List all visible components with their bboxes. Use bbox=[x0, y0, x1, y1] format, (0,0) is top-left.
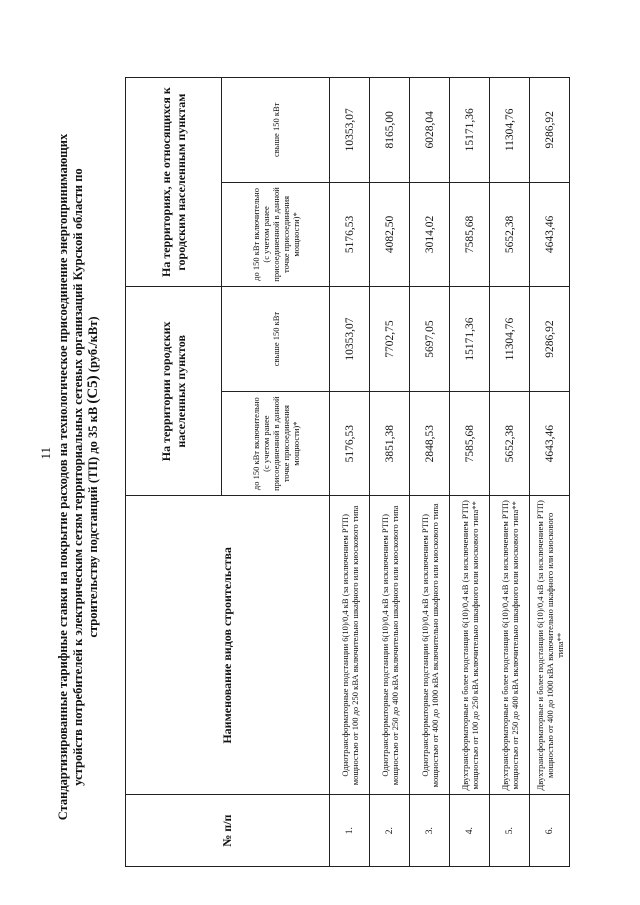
tariff-table bbox=[125, 77, 570, 867]
title-line-3-prefix: строительству подстанций (ТП) до 35 кВ bbox=[86, 406, 100, 638]
rural-upto150-value: 5176,53 bbox=[330, 182, 370, 287]
title-line-1: Стандартизированные тарифные ставки на покрытие расходов на технологическое присоединение энергопринимающих bbox=[56, 133, 70, 821]
document-sheet bbox=[30, 77, 580, 877]
document-title bbox=[56, 97, 101, 857]
header-urban-over150: свыше 150 кВт bbox=[222, 287, 330, 392]
row-number: 5. bbox=[490, 795, 530, 867]
urban-upto150-value: 3851,38 bbox=[370, 391, 410, 496]
rural-upto150-value: 5652,38 bbox=[490, 182, 530, 287]
rural-over150-value: 6028,04 bbox=[410, 78, 450, 183]
row-name: Однотрансформаторные подстанции 6(10)/0,4 кВ (за исключением РТП) мощностью от 100 до 250 кВА включительно шкафного или киоскового типа bbox=[330, 496, 370, 795]
rural-over150-value: 15171,36 bbox=[450, 78, 490, 183]
row-name: Однотрансформаторные подстанции 6(10)/0,4 кВ (за исключением РТП) мощностью от 250 до 400 кВА включительно шкафного или киоскового типа bbox=[370, 496, 410, 795]
header-no: № п/п bbox=[126, 795, 330, 867]
row-name: Однотрансформаторные подстанции 6(10)/0,4 кВ (за исключением РТП) мощностью от 400 до 1000 кВА включительно шкафного или киоскового типа bbox=[410, 496, 450, 795]
rural-upto150-value: 3014,02 bbox=[410, 182, 450, 287]
urban-upto150-value: 5652,38 bbox=[490, 391, 530, 496]
title-code: (С5) bbox=[85, 375, 101, 404]
urban-upto150-value: 2848,53 bbox=[410, 391, 450, 496]
row-number: 1. bbox=[330, 795, 370, 867]
urban-over150-value: 7702,75 bbox=[370, 287, 410, 392]
rural-upto150-value: 4643,46 bbox=[530, 182, 570, 287]
urban-over150-value: 5697,05 bbox=[410, 287, 450, 392]
rural-over150-value: 11304,76 bbox=[490, 78, 530, 183]
urban-over150-value: 9286,92 bbox=[530, 287, 570, 392]
header-urban: На территории городских населенных пунктов bbox=[126, 287, 222, 496]
header-urban-upto150: до 150 кВт включительно (с учетом ранее присоединенной в данной точке присоединения мощности)* bbox=[222, 391, 330, 496]
title-unit: (руб./кВт) bbox=[86, 316, 100, 373]
table-row bbox=[490, 78, 530, 867]
rural-upto150-value: 4082,50 bbox=[370, 182, 410, 287]
page-number: 11 bbox=[38, 447, 53, 460]
row-name: Двухтрансформаторные и более подстанции 6(10)/0,4 кВ (за исключением РТП) мощностью от 100 до 250 кВА включительно шкафного или киоскового типа** bbox=[450, 496, 490, 795]
table-row bbox=[330, 78, 370, 867]
row-number: 3. bbox=[410, 795, 450, 867]
title-line-2: устройств потребителей к электрическим сетям территориальных сетевых организаций Курской области по bbox=[71, 168, 85, 786]
rural-over150-value: 8165,00 bbox=[370, 78, 410, 183]
header-name: Наименование видов строительства bbox=[126, 496, 330, 795]
table-row bbox=[450, 78, 490, 867]
header-rural: На территориях, не относящихся к городским населенным пунктам bbox=[126, 78, 222, 287]
row-number: 4. bbox=[450, 795, 490, 867]
table-row bbox=[370, 78, 410, 867]
urban-over150-value: 15171,36 bbox=[450, 287, 490, 392]
urban-upto150-value: 4643,46 bbox=[530, 391, 570, 496]
urban-upto150-value: 5176,53 bbox=[330, 391, 370, 496]
rural-over150-value: 10353,07 bbox=[330, 78, 370, 183]
row-number: 6. bbox=[530, 795, 570, 867]
header-rural-upto150: до 150 кВт включительно (с учетом ранее присоединенной в данной точке присоединения мощности)* bbox=[222, 182, 330, 287]
urban-over150-value: 10353,07 bbox=[330, 287, 370, 392]
urban-upto150-value: 7585,68 bbox=[450, 391, 490, 496]
row-number: 2. bbox=[370, 795, 410, 867]
header-rural-over150: свыше 150 кВт bbox=[222, 78, 330, 183]
title-line-3 bbox=[86, 97, 101, 857]
rural-upto150-value: 7585,68 bbox=[450, 182, 490, 287]
urban-over150-value: 11304,76 bbox=[490, 287, 530, 392]
table-row bbox=[530, 78, 570, 867]
table-body bbox=[330, 78, 570, 867]
table-row bbox=[410, 78, 450, 867]
rural-over150-value: 9286,92 bbox=[530, 78, 570, 183]
row-name: Двухтрансформаторные и более подстанции 6(10)/0,4 кВ (за исключением РТП) мощностью от 250 до 400 кВА включительно шкафного или киоскового типа** bbox=[490, 496, 530, 795]
row-name: Двухтрансформаторные и более подстанции 6(10)/0,4 кВ (за исключением РТП) мощностью от 400 до 1000 кВА включительно шкафного или киоскового типа** bbox=[530, 496, 570, 795]
